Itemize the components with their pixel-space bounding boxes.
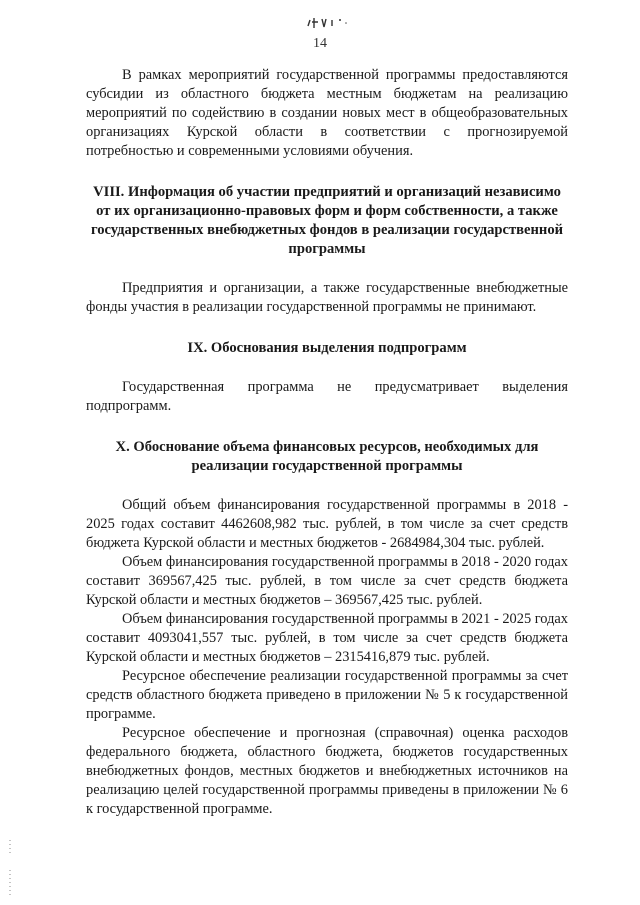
section-ix-text: Государственная программа не предусматривает выделения подпрограмм. — [86, 379, 568, 414]
section-ix-heading: IX. Обоснования выделения подпрограмм — [187, 340, 467, 356]
section-x-heading: X. Обоснование объема финансовых ресурсов, необходимых для реализации государственной программы — [115, 439, 539, 474]
section-viii-text: Предприятия и организации, а также государственные внебюджетные фонды участия в реализации государственной программы не принимают. — [86, 280, 568, 315]
section-viii-heading: VIII. Информация об участии предприятий и организаций независимо от их организационно-правовых форм и форм собственности, а также государственных внебюджетных фондов в реализации государственной программы — [90, 184, 564, 257]
section-x-paragraph: Ресурсное обеспечение реализации государственной программы за счет средств областного бюджета приведено в приложении № 5 к государственной программе. — [86, 668, 568, 722]
scan-mark-icon — [300, 14, 360, 34]
scan-edge-marks — [8, 840, 12, 900]
section-x-paragraph: Объем финансирования государственной программы в 2018 - 2020 годах составит 369567,425 тыс. рублей, в том числе за счет средств бюджета Курской области и местных бюджетов – 369567,425 тыс. рублей. — [86, 554, 568, 608]
section-x-paragraph: Ресурсное обеспечение и прогнозная (справочная) оценка расходов федерального бюджета, областного бюджета, бюджетов государственных внебюджетных фондов, местных бюджетов и внебюджетных источников на реализацию целей государственной программы приведены в приложении № 6 к государственной программе. — [86, 725, 568, 817]
section-x-paragraph: Общий объем финансирования государственной программы в 2018 - 2025 годах составит 4462608,982 тыс. рублей, в том числе за счет средств бюджета Курской области и местных бюджетов - 2684984,304 тыс. рублей. — [86, 497, 568, 551]
section-x-paragraph: Объем финансирования государственной программы в 2021 - 2025 годах составит 4093041,557 тыс. рублей, в том числе за счет средств бюджета Курской области и местных бюджетов – 2315416,879 тыс. рублей. — [86, 611, 568, 665]
page-number: 14 — [313, 36, 327, 51]
document-body — [86, 66, 568, 819]
intro-paragraph: В рамках мероприятий государственной программы предоставляются субсидии из областного бюджета местным бюджетам на реализацию мероприятий по содействию в создании новых мест в общеобразовательных организациях Курской области в соответствии с прогнозируемой потребностью и современными условиями обучения. — [86, 67, 568, 159]
